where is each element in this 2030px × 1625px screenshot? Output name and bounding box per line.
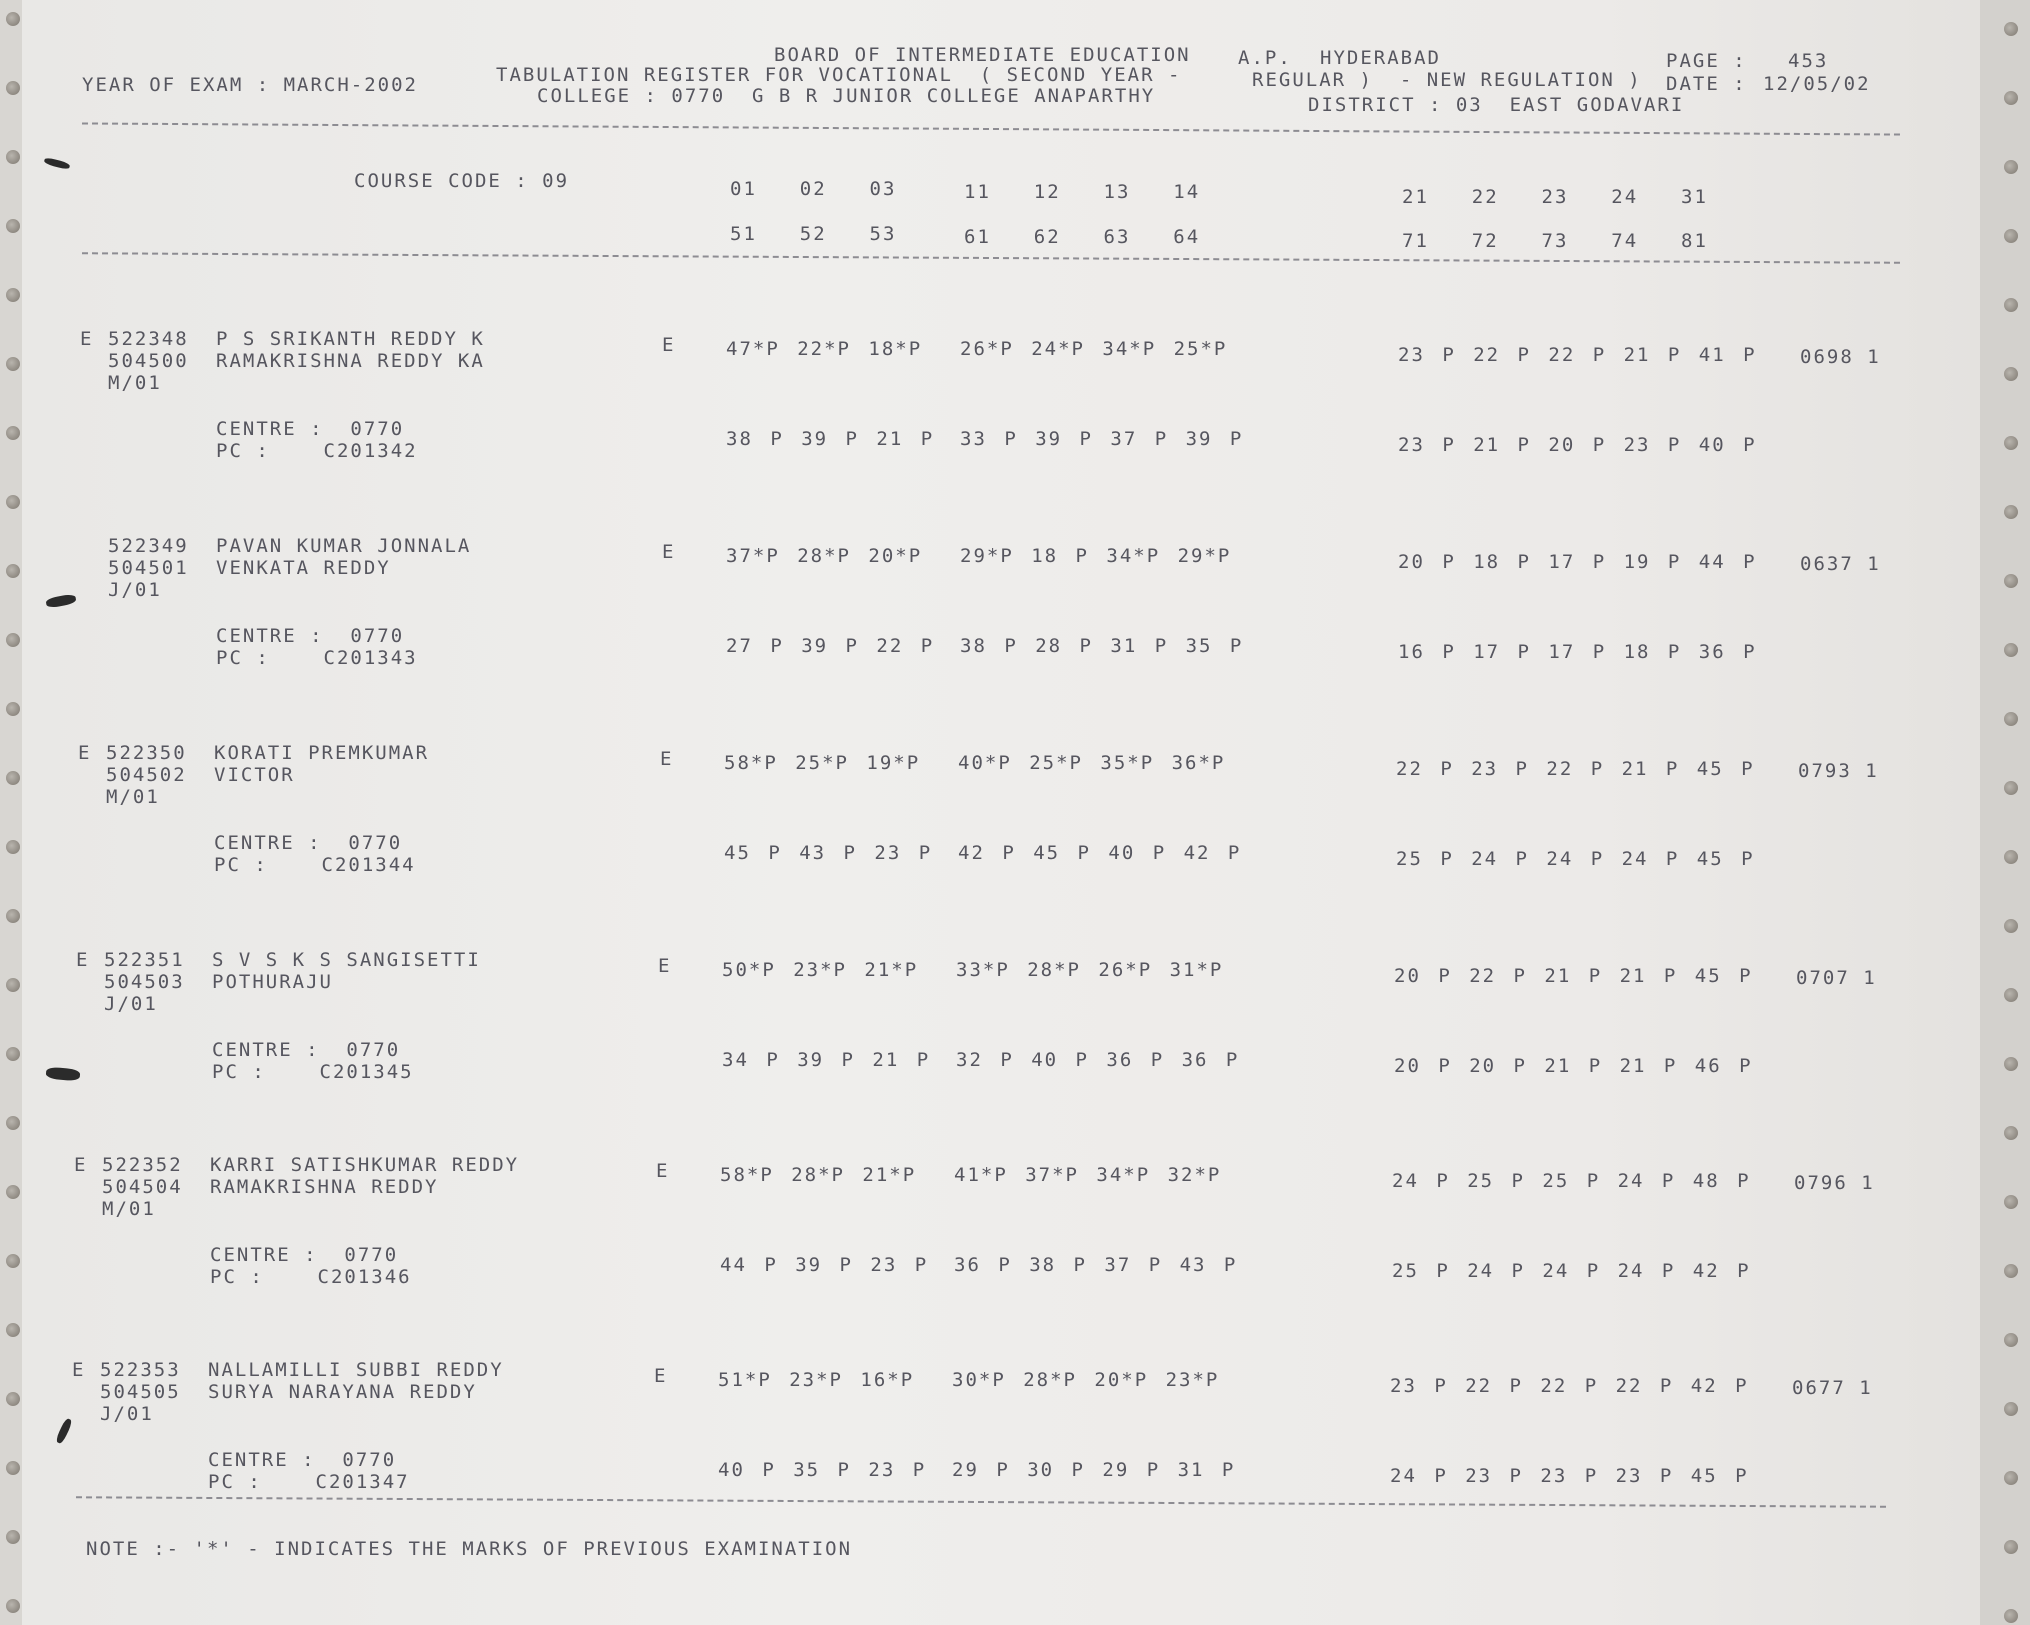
registration-number: 504505 — [100, 1381, 181, 1403]
tractor-hole — [2004, 1057, 2018, 1071]
tractor-hole — [6, 81, 20, 95]
hall-ticket-number: 522352 — [102, 1154, 183, 1176]
student-name: NALLAMILLI SUBBI REDDY — [208, 1359, 504, 1381]
tractor-hole — [2004, 1402, 2018, 1416]
tractor-hole — [2004, 22, 2018, 36]
marks-row1-group1: 37*P 28*P 20*P — [726, 545, 923, 567]
marks-row2-group1: 45 P 43 P 23 P — [724, 842, 933, 864]
register-title: TABULATION REGISTER FOR VOCATIONAL ( SECOND YEAR - — [496, 64, 1182, 86]
marks-row1-group3: 24 P 25 P 25 P 24 P 48 P — [1392, 1170, 1751, 1192]
pc-code: PC : C201345 — [212, 1061, 414, 1083]
tractor-hole — [6, 150, 20, 164]
marks-row2-group2: 32 P 40 P 36 P 36 P — [956, 1049, 1240, 1071]
father-name: RAMAKRISHNA REDDY — [210, 1176, 439, 1198]
category-code: M/01 — [102, 1198, 156, 1220]
tractor-hole — [2004, 1126, 2018, 1140]
pc-code: PC : C201344 — [214, 854, 416, 876]
marks-row2-group3: 25 P 24 P 24 P 24 P 42 P — [1392, 1260, 1751, 1282]
pc-code: PC : C201342 — [216, 440, 418, 462]
pc-code: PC : C201347 — [208, 1471, 410, 1493]
tractor-hole — [6, 495, 20, 509]
exam-prefix: E — [74, 1154, 88, 1176]
marks-row2-group1: 38 P 39 P 21 P — [726, 428, 935, 450]
marks-row2-group3: 20 P 20 P 21 P 21 P 46 P — [1394, 1055, 1753, 1077]
pc-code: PC : C201346 — [210, 1266, 412, 1288]
course-codes-row2-group1: 51 52 53 — [730, 223, 897, 245]
centre-line: CENTRE : 0770 — [214, 832, 403, 854]
tractor-hole — [6, 1392, 20, 1406]
right-tractor-strip — [1980, 0, 2030, 1625]
exam-prefix: E — [76, 949, 90, 971]
tractor-hole — [6, 702, 20, 716]
marks-row2-group3: 23 P 21 P 20 P 23 P 40 P — [1398, 434, 1757, 456]
tractor-hole — [6, 1254, 20, 1268]
student-name: P S SRIKANTH REDDY K — [216, 328, 485, 350]
grand-total: 0707 1 — [1796, 967, 1877, 989]
marks-row1-group1: 50*P 23*P 21*P — [722, 959, 919, 981]
marks-row1-group3: 20 P 18 P 17 P 19 P 44 P — [1398, 551, 1757, 573]
state-code: A.P. — [1238, 47, 1292, 69]
medium-code: E — [654, 1365, 668, 1387]
hall-ticket-number: 522349 — [108, 535, 189, 557]
medium-code: E — [660, 748, 674, 770]
regulation-text: REGULAR ) - NEW REGULATION ) — [1252, 69, 1642, 91]
registration-number: 504504 — [102, 1176, 183, 1198]
tractor-hole — [6, 288, 20, 302]
date-value: 12/05/02 — [1763, 73, 1871, 95]
centre-line: CENTRE : 0770 — [208, 1449, 397, 1471]
hall-ticket-number: 522353 — [100, 1359, 181, 1381]
tractor-hole — [2004, 1471, 2018, 1485]
college-line: COLLEGE : 0770 G B R JUNIOR COLLEGE ANAPARTHY — [537, 85, 1156, 107]
course-codes-row1-group2: 11 12 13 14 — [964, 181, 1201, 203]
date-label: DATE : — [1666, 73, 1747, 95]
tractor-hole — [6, 1530, 20, 1544]
hall-ticket-number: 522350 — [106, 742, 187, 764]
tractor-hole — [6, 978, 20, 992]
tractor-hole — [6, 1116, 20, 1130]
tractor-hole — [2004, 298, 2018, 312]
student-name: KORATI PREMKUMAR — [214, 742, 430, 764]
marks-row1-group3: 20 P 22 P 21 P 21 P 45 P — [1394, 965, 1753, 987]
year-of-exam: YEAR OF EXAM : MARCH-2002 — [82, 74, 418, 96]
grand-total: 0677 1 — [1792, 1377, 1873, 1399]
tractor-hole — [2004, 505, 2018, 519]
marks-row1-group1: 47*P 22*P 18*P — [726, 338, 923, 360]
centre-line: CENTRE : 0770 — [216, 625, 405, 647]
tractor-hole — [6, 840, 20, 854]
marks-row2-group1: 44 P 39 P 23 P — [720, 1254, 929, 1276]
tractor-hole — [2004, 160, 2018, 174]
city-name: HYDERABAD — [1320, 47, 1441, 69]
centre-line: CENTRE : 0770 — [216, 418, 405, 440]
marks-row1-group2: 29*P 18 P 34*P 29*P — [960, 545, 1232, 567]
marks-row1-group3: 23 P 22 P 22 P 21 P 41 P — [1398, 344, 1757, 366]
hall-ticket-number: 522348 — [108, 328, 189, 350]
tractor-hole — [2004, 91, 2018, 105]
marks-row2-group2: 29 P 30 P 29 P 31 P — [952, 1459, 1236, 1481]
marks-row1-group1: 58*P 28*P 21*P — [720, 1164, 917, 1186]
father-name: SURYA NARAYANA REDDY — [208, 1381, 477, 1403]
marks-row1-group3: 22 P 23 P 22 P 21 P 45 P — [1396, 758, 1755, 780]
medium-code: E — [662, 334, 676, 356]
marks-row1-group1: 51*P 23*P 16*P — [718, 1369, 915, 1391]
tractor-hole — [6, 1599, 20, 1613]
course-codes-row2-group2: 61 62 63 64 — [964, 226, 1201, 248]
student-name: S V S K S SANGISETTI — [212, 949, 481, 971]
tractor-hole — [2004, 643, 2018, 657]
father-name: VICTOR — [214, 764, 295, 786]
father-name: POTHURAJU — [212, 971, 333, 993]
registration-number: 504502 — [106, 764, 187, 786]
father-name: VENKATA REDDY — [216, 557, 391, 579]
tractor-hole — [2004, 1540, 2018, 1554]
centre-line: CENTRE : 0770 — [212, 1039, 401, 1061]
tractor-hole — [2004, 229, 2018, 243]
tractor-hole — [2004, 988, 2018, 1002]
tractor-hole — [6, 1461, 20, 1475]
tractor-hole — [6, 426, 20, 440]
marks-row2-group2: 33 P 39 P 37 P 39 P — [960, 428, 1244, 450]
marks-row2-group1: 34 P 39 P 21 P — [722, 1049, 931, 1071]
registration-number: 504501 — [108, 557, 189, 579]
tractor-hole — [2004, 850, 2018, 864]
marks-row2-group2: 38 P 28 P 31 P 35 P — [960, 635, 1244, 657]
course-codes-row2-group3: 71 72 73 74 81 — [1402, 230, 1708, 252]
father-name: RAMAKRISHNA REDDY KA — [216, 350, 485, 372]
tractor-hole — [6, 771, 20, 785]
tractor-hole — [6, 1323, 20, 1337]
footer-note: NOTE :- '*' - INDICATES THE MARKS OF PREVIOUS EXAMINATION — [86, 1538, 853, 1560]
registration-number: 504500 — [108, 350, 189, 372]
grand-total: 0698 1 — [1800, 346, 1881, 368]
student-name: PAVAN KUMAR JONNALA — [216, 535, 472, 557]
medium-code: E — [656, 1160, 670, 1182]
category-code: J/01 — [104, 993, 158, 1015]
course-codes-row1-group3: 21 22 23 24 31 — [1402, 186, 1708, 208]
course-code-label: COURSE CODE : 09 — [354, 170, 570, 192]
tractor-hole — [2004, 436, 2018, 450]
medium-code: E — [658, 955, 672, 977]
medium-code: E — [662, 541, 676, 563]
centre-line: CENTRE : 0770 — [210, 1244, 399, 1266]
marks-row1-group2: 33*P 28*P 26*P 31*P — [956, 959, 1224, 981]
tractor-hole — [2004, 1195, 2018, 1209]
tractor-hole — [6, 633, 20, 647]
exam-prefix: E — [72, 1359, 86, 1381]
grand-total: 0637 1 — [1800, 553, 1881, 575]
tractor-hole — [2004, 781, 2018, 795]
pc-code: PC : C201343 — [216, 647, 418, 669]
marks-row1-group2: 41*P 37*P 34*P 32*P — [954, 1164, 1222, 1186]
registration-number: 504503 — [104, 971, 185, 993]
tractor-hole — [2004, 712, 2018, 726]
exam-prefix: E — [78, 742, 92, 764]
category-code: J/01 — [108, 579, 162, 601]
tractor-hole — [2004, 1264, 2018, 1278]
marks-row1-group2: 26*P 24*P 34*P 25*P — [960, 338, 1228, 360]
left-tractor-strip — [0, 0, 22, 1625]
page-label: PAGE : — [1666, 50, 1747, 72]
tractor-hole — [2004, 367, 2018, 381]
tractor-hole — [2004, 919, 2018, 933]
marks-row2-group3: 24 P 23 P 23 P 23 P 45 P — [1390, 1465, 1749, 1487]
category-code: M/01 — [106, 786, 160, 808]
marks-row2-group3: 16 P 17 P 17 P 18 P 36 P — [1398, 641, 1757, 663]
tractor-hole — [6, 564, 20, 578]
marks-row2-group3: 25 P 24 P 24 P 24 P 45 P — [1396, 848, 1755, 870]
grand-total: 0793 1 — [1798, 760, 1879, 782]
grand-total: 0796 1 — [1794, 1172, 1875, 1194]
page-number: 453 — [1788, 50, 1829, 72]
exam-prefix: E — [80, 328, 94, 350]
hall-ticket-number: 522351 — [104, 949, 185, 971]
student-name: KARRI SATISHKUMAR REDDY — [210, 1154, 520, 1176]
tractor-hole — [6, 1047, 20, 1061]
tractor-hole — [6, 219, 20, 233]
tractor-hole — [2004, 1609, 2018, 1623]
course-codes-row1-group1: 01 02 03 — [730, 178, 897, 200]
district-line: DISTRICT : 03 EAST GODAVARI — [1308, 94, 1685, 116]
board-name: BOARD OF INTERMEDIATE EDUCATION — [774, 44, 1191, 66]
tractor-hole — [6, 357, 20, 371]
tractor-hole — [6, 909, 20, 923]
marks-row2-group2: 36 P 38 P 37 P 43 P — [954, 1254, 1238, 1276]
tractor-hole — [6, 12, 20, 26]
marks-row1-group2: 40*P 25*P 35*P 36*P — [958, 752, 1226, 774]
category-code: M/01 — [108, 372, 162, 394]
tractor-hole — [6, 1185, 20, 1199]
marks-row1-group2: 30*P 28*P 20*P 23*P — [952, 1369, 1220, 1391]
marks-row2-group2: 42 P 45 P 40 P 42 P — [958, 842, 1242, 864]
marks-row1-group1: 58*P 25*P 19*P — [724, 752, 921, 774]
marks-row1-group3: 23 P 22 P 22 P 22 P 42 P — [1390, 1375, 1749, 1397]
marks-row2-group1: 27 P 39 P 22 P — [726, 635, 935, 657]
tractor-hole — [2004, 574, 2018, 588]
tractor-hole — [2004, 1333, 2018, 1347]
category-code: J/01 — [100, 1403, 154, 1425]
marks-row2-group1: 40 P 35 P 23 P — [718, 1459, 927, 1481]
